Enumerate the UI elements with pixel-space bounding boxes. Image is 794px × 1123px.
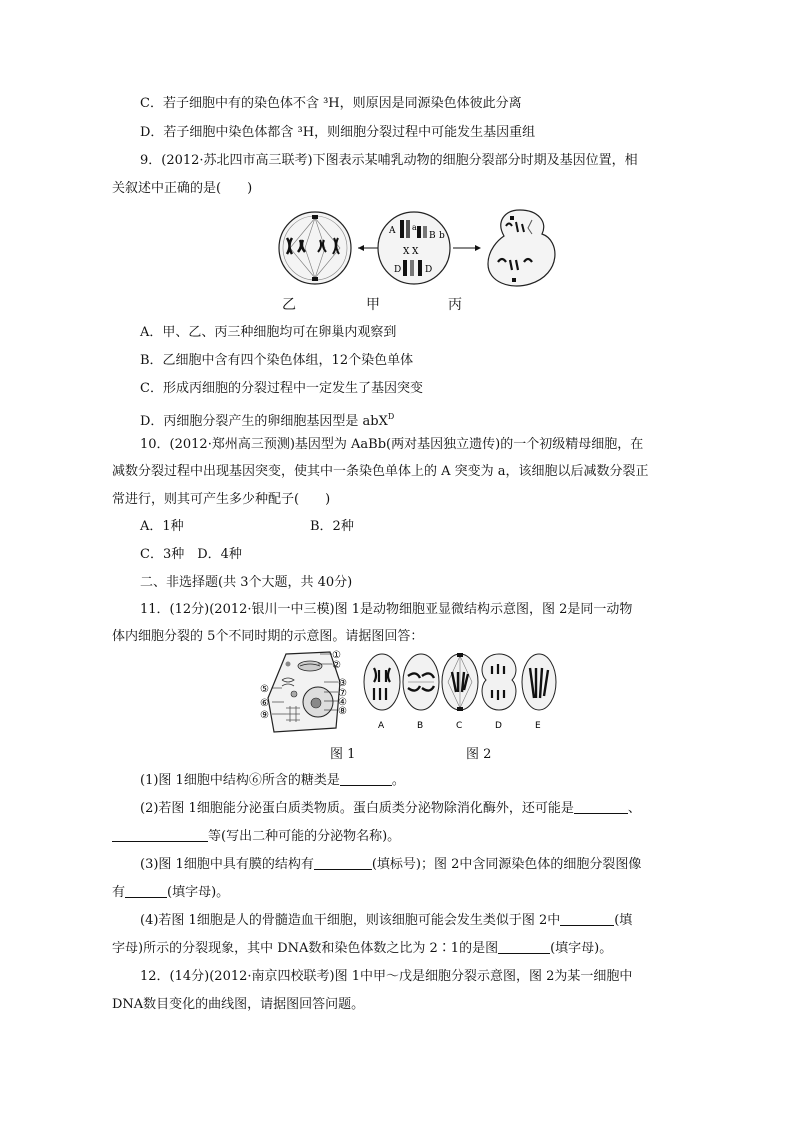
q11-part3-blank2 <box>125 885 167 898</box>
q10-option-a: A．1种 <box>140 519 184 534</box>
q9-stem-line1: 9．(2012·苏北四市高三联考)下图表示某哺乳动物的细胞分裂部分时期及基因位置，相 <box>140 153 638 168</box>
q11-part4-blank1 <box>560 913 614 926</box>
figure2-cell-c <box>442 653 478 711</box>
q11-part3-line1 <box>140 856 641 874</box>
q11-part2-text: (2)若图 1细胞能分泌蛋白质类物质。蛋白质类分泌物除消化酶外，还可能是 <box>140 801 574 816</box>
q11-stem-line2: 体内细胞分裂的 5个不同时期的示意图。请据图回答： <box>112 629 424 644</box>
q9-option-b: B．乙细胞中含有四个染色体组，12个染色单体 <box>140 353 414 368</box>
q8-option-c: C．若子细胞中有的染色体不含 ³H，则原因是同源染色体彼此分离 <box>140 96 522 111</box>
q11-part3-line2 <box>112 884 229 902</box>
q12-stem-line1: 12．(14分)(2012·南京四校联考)图 1中甲～戊是细胞分裂示意图，图 2为某一细胞中 <box>140 969 633 984</box>
fig1-number-1: ① <box>332 650 341 661</box>
q9-label-yi: 乙 <box>282 297 296 313</box>
fig2-letter-e: E <box>535 721 541 731</box>
gene-label-X2: X <box>412 247 419 257</box>
q11-part2-blank1 <box>574 801 628 814</box>
fig1-number-5: ⑤ <box>260 684 269 695</box>
q11-part3-mid: (填标号)；图 2中含同源染色体的细胞分裂图像 <box>371 857 642 872</box>
figure1-animal-cell <box>260 650 347 732</box>
figure2-cell-e <box>522 654 556 710</box>
fig1-number-8: ⑧ <box>338 706 347 717</box>
q11-part4-mid: (填 <box>614 913 633 928</box>
q11-part1-end: 。 <box>391 773 405 788</box>
fig2-letter-a: A <box>378 721 385 731</box>
q9-option-d <box>140 408 394 431</box>
q11-part4-text2: 字母)所示的分裂现象，其中 DNA数和染色体数之比为 2∶1的是图 <box>112 941 499 956</box>
q11-part2-line2 <box>112 828 400 846</box>
gene-label-B: B <box>429 231 436 241</box>
q9-label-jia: 甲 <box>366 297 380 313</box>
q11-part2-tail: 等(写出二种可能的分泌物名称)。 <box>208 829 401 844</box>
fig2-letter-c: C <box>456 721 463 731</box>
fig1-caption: 图 1 <box>330 747 356 762</box>
fig1-number-2: ② <box>332 660 341 671</box>
fig2-caption: 图 2 <box>466 747 492 762</box>
q11-part1-text: (1)图 1细胞中结构⑥所含的糖类是 <box>140 773 340 788</box>
q11-part1 <box>140 772 405 790</box>
figure2-cell-b <box>403 654 439 710</box>
q10-stem-line1: 10．(2012·郑州高三预测)基因型为 AaBb(两对基因独立遗传)的一个初级精母细胞，在 <box>140 437 644 452</box>
gene-label-A: A <box>389 226 396 236</box>
q11-part3-blank1 <box>314 857 372 870</box>
q11-stem-line1: 11．(12分)(2012·银川一中三模)图 1是动物细胞亚显微结构示意图，图 2是同一动物 <box>140 602 633 617</box>
q8-option-d: D．若子细胞中染色体都含 ³H，则细胞分裂过程中可能发生基因重组 <box>140 125 536 140</box>
q12-stem-line2: DNA数目变化的曲线图，请据图回答问题。 <box>112 997 365 1012</box>
fig2-letter-d: D <box>495 721 502 731</box>
cell-jia-diagram <box>378 212 450 284</box>
q9-option-c: C．形成丙细胞的分裂过程中一定发生了基因突变 <box>140 381 423 396</box>
gene-label-X1: X <box>403 247 410 257</box>
fig2-letter-b: B <box>417 721 424 731</box>
q11-part4-tail: (填字母)。 <box>550 941 613 956</box>
q11-part2-blank2 <box>112 829 208 842</box>
cell-bing-diagram <box>488 210 555 286</box>
q11-part4-line1 <box>140 912 632 930</box>
q11-part2-line1 <box>140 800 641 818</box>
q9-cell-division-figure <box>270 204 560 296</box>
q9-option-d-superscript: D <box>387 412 395 421</box>
q9-option-d-text: D．丙细胞分裂产生的卵细胞基因型是 abX <box>140 414 388 429</box>
gene-label-D2: D <box>425 265 433 275</box>
fig1-number-3: ③ <box>338 678 347 689</box>
q11-part4-line2 <box>112 940 612 958</box>
cell-yi-diagram <box>279 212 351 284</box>
q11-part3-you: 有 <box>112 885 126 900</box>
fig1-number-9: ⑨ <box>260 710 269 721</box>
q11-part2-comma: 、 <box>627 801 641 816</box>
gene-label-D1: D <box>394 265 402 275</box>
q11-part1-blank <box>340 773 392 786</box>
fig1-number-7: ⑦ <box>338 688 347 699</box>
section-heading-nonchoice: 二、非选择题(共 3个大题，共 40分) <box>140 575 353 590</box>
gene-label-a: a <box>412 223 417 232</box>
q10-stem-line3: 常进行，则其可产生多少种配子( ) <box>112 492 331 507</box>
fig1-number-4: ④ <box>338 697 347 708</box>
fig1-number-6: ⑥ <box>260 698 269 709</box>
q10-stem-line2: 减数分裂过程中出现基因突变，使其中一条染色单体上的 A 突变为 a，该细胞以后减数分裂正 <box>112 464 649 479</box>
q11-part4-blank2 <box>498 941 550 954</box>
q9-label-bing: 丙 <box>448 297 462 313</box>
q9-stem-line2: 关叙述中正确的是( ) <box>112 181 253 196</box>
q9-option-a: A．甲、乙、丙三种细胞均可在卵巢内观察到 <box>140 325 397 340</box>
q11-part4-text: (4)若图 1细胞是人的骨髓造血干细胞，则该细胞可能会发生类似于图 2中 <box>140 913 561 928</box>
figure2-cell-d <box>482 654 516 710</box>
q10-option-b: B．2种 <box>310 519 354 534</box>
gene-label-b: b <box>439 231 445 241</box>
q11-part3-text: (3)图 1细胞中具有膜的结构有 <box>140 857 314 872</box>
q11-part3-tail: (填字母)。 <box>167 885 230 900</box>
q11-figures <box>258 648 564 736</box>
figure2-cell-a <box>364 654 400 710</box>
q10-option-cd: C．3种 D．4种 <box>140 547 242 562</box>
